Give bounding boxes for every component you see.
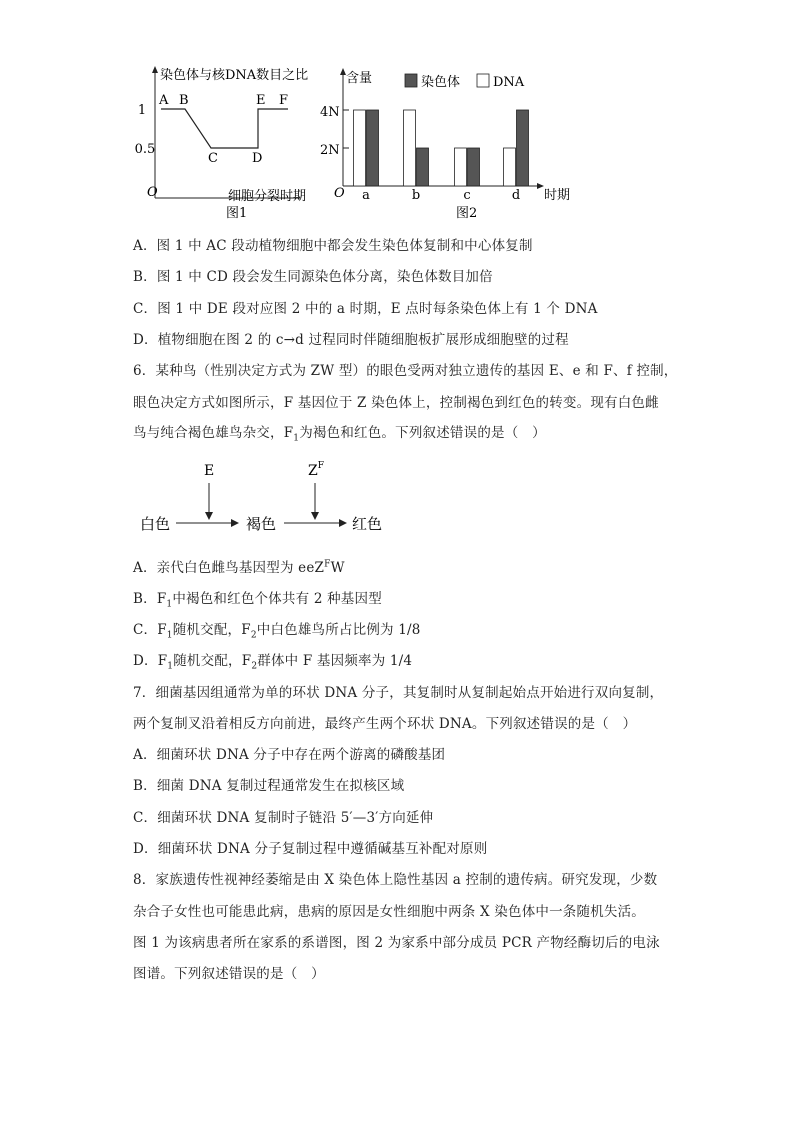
q6-opt-b-text2: 中褐色和红色个体共有 2 种基因型 (172, 591, 382, 607)
pathway-brown: 褐色 (246, 515, 277, 533)
figure1 (135, 66, 309, 221)
fig1-series-line (161, 109, 288, 148)
q6-opt-c-sub2: 2 (250, 630, 257, 641)
fig2-legend-chromosome: 染色体 (421, 75, 461, 90)
q6-opt-d-sub1: 1 (167, 661, 174, 672)
q5-option-c: C．图 1 中 DE 段对应图 2 中的 a 时期，E 点时每条染色体上有 1 个 DNA (133, 301, 598, 317)
q7-stem-line2: 两个复制叉沿着相反方向前进，最终产生两个环状 DNA。下列叙述错误的是（ ） (133, 716, 637, 732)
fig2-x-arrow (537, 183, 544, 189)
q5-option-a: A．图 1 中 AC 段动植物细胞中都会发生染色体复制和中心体复制 (133, 238, 533, 254)
q6-option-a (133, 556, 345, 576)
fig1-point-a: A (159, 93, 169, 108)
q5-option-b: B．图 1 中 CD 段会发生同源染色体分离，染色体数目加倍 (133, 269, 493, 285)
fig2-bar-dna-b (404, 110, 416, 186)
fig1-point-c: C (208, 151, 218, 166)
fig2-bar-chromosome-c (468, 148, 480, 186)
q6-opt-a-text2: W (330, 560, 345, 576)
q6-opt-c-text3: 中白色雄鸟所占比例为 1/8 (256, 622, 421, 638)
fig1-y-arrow (152, 66, 158, 73)
fig2-bar-dna-d (504, 148, 516, 186)
fig1-ytick-05: 0.5 (134, 142, 156, 157)
q6-opt-a-sup: F (324, 559, 331, 570)
q7-stem-line1: 7．细菌基因组通常为单的环状 DNA 分子，其复制时从复制起始点开始进行双向复制， (133, 685, 664, 701)
q6-opt-d-text1: D．F (133, 653, 168, 669)
q6-option-d (133, 649, 412, 672)
q6-line3-sub: 1 (293, 433, 300, 444)
q6-opt-b-text1: B．F (133, 591, 167, 607)
pathway-gene-z-sup: F (317, 461, 324, 471)
fig1-ylabel: 染色体与核DNA数目之比 (160, 68, 309, 83)
fig2-ylabel: 含量 (346, 71, 373, 86)
q6-opt-d-sub2: 2 (251, 661, 258, 672)
fig2-cat-a: a (362, 188, 370, 203)
q6-opt-c-text2: 随机交配，F (172, 622, 251, 638)
q6-option-b (133, 587, 382, 610)
q6-stem-line1: 6．某种鸟（性别决定方式为 ZW 型）的眼色受两对独立遗传的基因 E、e 和 F、f 控制， (133, 363, 678, 379)
fig2-legend-dna: DNA (493, 75, 525, 90)
fig2-cat-c: c (463, 188, 471, 203)
fig2-cat-b: b (411, 188, 421, 203)
fig2-bar-dna-a (354, 110, 366, 186)
fig2-legend-chromosome-swatch (405, 74, 417, 87)
fig1-origin: O (147, 185, 158, 200)
fig2-cat-d: d (511, 188, 521, 203)
fig2-legend-dna-swatch (477, 74, 489, 87)
pathway-gene-z (308, 461, 324, 479)
q6-stem-line3 (133, 421, 546, 444)
fig2-bar-dna-c (455, 148, 467, 186)
q6-pathway-diagram (130, 455, 410, 540)
fig2-xlabel: 时期 (544, 188, 571, 203)
fig1-point-b: B (179, 93, 189, 108)
q6-line3-b: 为褐色和红色。下列叙述错误的是（ ） (299, 425, 546, 441)
fig1-caption: 图1 (226, 206, 248, 221)
fig2-bar-chromosome-a (367, 110, 379, 186)
q6-stem-line2: 眼色决定方式如图所示，F 基因位于 Z 染色体上，控制褐色到红色的转变。现有白色雌 (133, 395, 659, 411)
q8-stem-line2: 杂合子女性也可能患此病，患病的原因是女性细胞中两条 X 染色体中一条随机失活。 (133, 904, 645, 920)
fig2-origin: O (334, 186, 345, 201)
fig1-ytick-1: 1 (137, 103, 147, 118)
q6-opt-a-text1: A．亲代白色雌鸟基因型为 eeZ (133, 560, 325, 576)
q6-opt-c-text1: C．F (133, 622, 167, 638)
q6-line3-a: 鸟与纯合褐色雄鸟杂交，F (133, 425, 294, 441)
q8-stem-line3: 图 1 为该病患者所在家系的系谱图，图 2 为家系中部分成员 PCR 产物经酶切后的电泳 (133, 935, 660, 951)
fig1-point-e: E (256, 93, 266, 108)
fig1-xlabel: 细胞分裂时期 (228, 189, 307, 204)
q7-option-c: C．细菌环状 DNA 复制时子链沿 5′—3′方向延伸 (133, 810, 434, 826)
q6-opt-c-sub1: 1 (166, 630, 173, 641)
fig2-ytick-4n: 4N (320, 105, 340, 120)
fig2-bar-chromosome-b (417, 148, 429, 186)
q7-option-d: D．细菌环状 DNA 分子复制过程中遵循碱基互补配对原则 (133, 841, 488, 857)
q7-option-a: A．细菌环状 DNA 分子中存在两个游离的磷酸基团 (133, 747, 446, 763)
fig2-caption: 图2 (456, 206, 478, 221)
fig2-bar-chromosome-d (517, 110, 529, 186)
q8-stem-line1: 8．家族遗传性视神经萎缩是由 X 染色体上隐性基因 a 控制的遗传病。研究发现，少数 (133, 872, 658, 888)
figure2 (320, 68, 570, 221)
fig2-bars (343, 110, 529, 186)
figures-area (0, 0, 794, 230)
q8-stem-line4: 图谱。下列叙述错误的是（ ） (133, 966, 325, 982)
fig1-point-f: F (279, 93, 289, 108)
fig2-ytick-2n: 2N (320, 143, 340, 158)
pathway-white: 白色 (140, 515, 171, 533)
fig1-point-d: D (252, 151, 263, 166)
q6-opt-d-text3: 群体中 F 基因频率为 1/4 (257, 653, 413, 669)
pathway-gene-z-main: Z (308, 463, 318, 479)
q6-opt-d-text2: 随机交配，F (173, 653, 252, 669)
q7-option-b: B．细菌 DNA 复制过程通常发生在拟核区域 (133, 778, 405, 794)
q5-option-d: D．植物细胞在图 2 的 c→d 过程同时伴随细胞板扩展形成细胞壁的过程 (133, 332, 569, 348)
pathway-gene-e: E (204, 463, 215, 479)
pathway-red: 红色 (352, 515, 383, 533)
q6-option-c (133, 618, 421, 641)
q6-opt-b-sub: 1 (166, 599, 173, 610)
